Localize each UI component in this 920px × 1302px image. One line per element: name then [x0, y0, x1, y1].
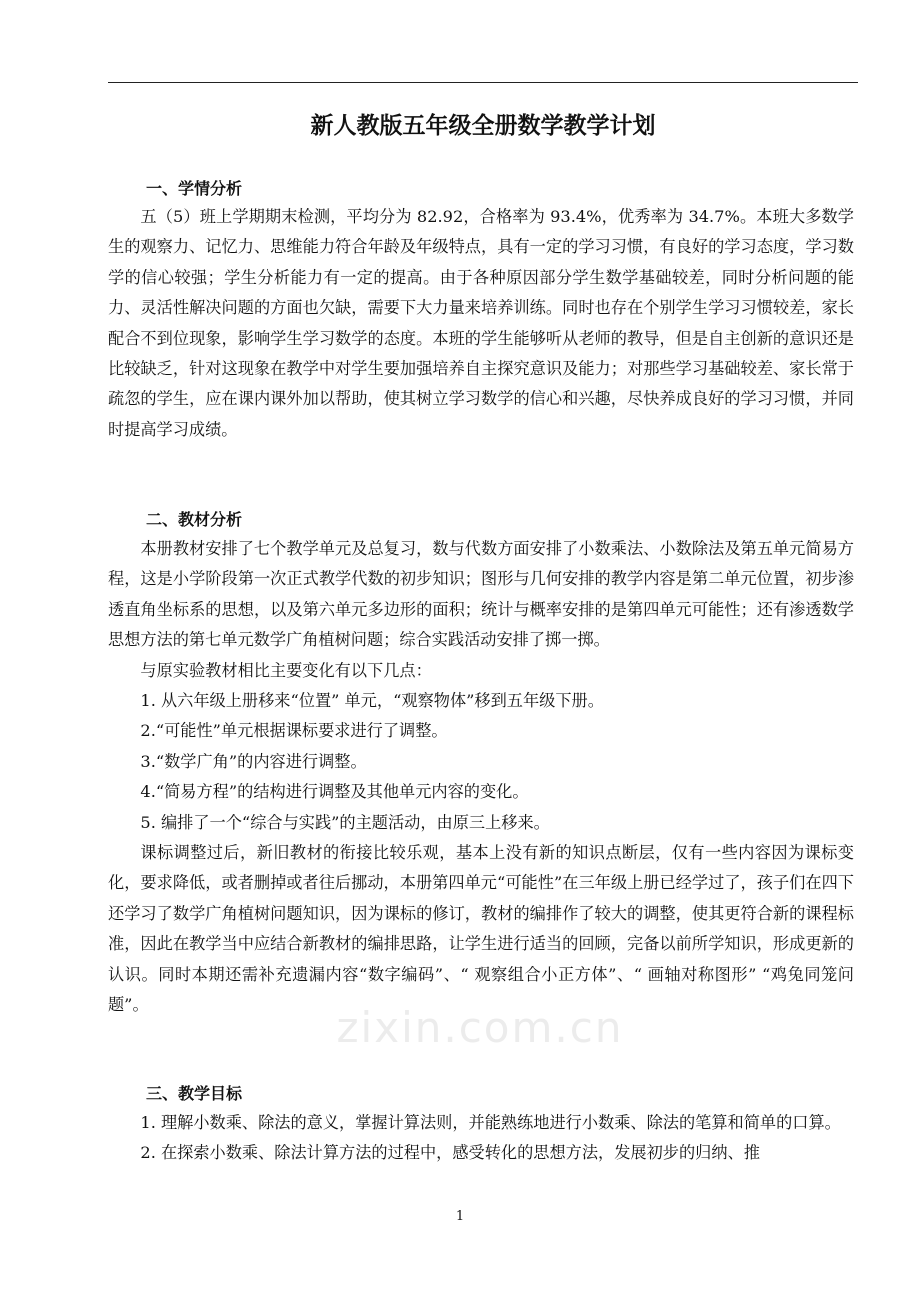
- section-heading-3: 三、教学目标: [146, 1084, 243, 1103]
- list-item: 1. 从六年级上册移来“位置” 单元，“观察物体”移到五年级下册。: [140, 691, 604, 711]
- section-heading-1: 一、学情分析: [146, 179, 243, 198]
- section-body-1: [108, 202, 854, 445]
- section-body-3: [108, 1108, 854, 1169]
- list-item: 3.“数学广角”的内容进行调整。: [140, 751, 367, 771]
- paragraph: 本册教材安排了七个教学单元及总复习，数与代数方面安排了小数乘法、小数除法及第五单元简易方程，这是小学阶段第一次正式教学代数的初步知识；图形与几何安排的教学内容是第二单元位置，初步渗透直角坐标系的思想，以及第六单元多边形的面积；统计与概率安排的是第四单元可能性；还有渗透数学思想方法的第七单元数学广角植树问题；综合实践活动安排了掷一掷。: [108, 539, 854, 650]
- section-body-2: [108, 534, 854, 1021]
- header-rule: [108, 82, 858, 83]
- paragraph: 课标调整过后，新旧教材的衔接比较乐观，基本上没有新的知识点断层，仅有一些内容因为课标变化，要求降低，或者删掉或者往后挪动，本册第四单元“可能性”在三年级上册已经学过了，孩子们在四下还学习了数学广角植树问题知识，因为课标的修订，教材的编排作了较大的调整，使其更符合新的课程标准，因此在教学当中应结合新教材的编排思路，让学生进行适当的回顾，完备以前所学知识，形成更新的认识。同时本期还需补充遗漏内容“数字编码”、“ 观察组合小正方体”、“ 画轴对称图形” “鸡兔同笼问题”。: [108, 843, 854, 1015]
- list-item: 1. 理解小数乘、除法的意义，掌握计算法则，并能熟练地进行小数乘、除法的笔算和简单的口算。: [140, 1113, 841, 1132]
- list-item: 2.“可能性”单元根据课标要求进行了调整。: [140, 721, 448, 741]
- list-item: 4.“简易方程”的结构进行调整及其他单元内容的变化。: [140, 782, 529, 802]
- watermark: zixin.com.cn: [336, 1003, 624, 1052]
- page-title: 新人教版五年级全册数学教学计划: [310, 113, 656, 139]
- section-heading-2: 二、教材分析: [146, 510, 243, 529]
- list-item: 2. 在探索小数乘、除法计算方法的过程中，感受转化的思想方法，发展初步的归纳、推: [140, 1143, 760, 1163]
- list-item: 5. 编排了一个“综合与实践”的主题活动，由原三上移来。: [140, 812, 550, 832]
- page-number: 1: [455, 1209, 465, 1224]
- paragraph: 五（5）班上学期期末检测，平均分为 82.92，合格率为 93.4%，优秀率为 34.7%。本班大多数学生的观察力、记忆力、思维能力符合年龄及年级特点，具有一定的学习习惯，有良好的学习态度，学习数学的信心较强；学生分析能力有一定的提高。由于各种原因部分学生数学基础较差，同时分析问题的能力、灵活性解决问题的方面也欠缺，需要下大力量来培养训练。同时也存在个别学生学习习惯较差，家长配合不到位现象，影响学生学习数学的态度。本班的学生能够听从老师的教导，但是自主创新的意识还是比较缺乏，针对这现象在教学中对学生要加强培养自主探究意识及能力；对那些学习基础较差、家长常于疏忽的学生，应在课内课外加以帮助，使其树立学习数学的信心和兴趣，尽快养成良好的学习习惯，并同时提高学习成绩。: [108, 207, 854, 439]
- paragraph: 与原实验教材相比主要变化有以下几点：: [140, 660, 432, 680]
